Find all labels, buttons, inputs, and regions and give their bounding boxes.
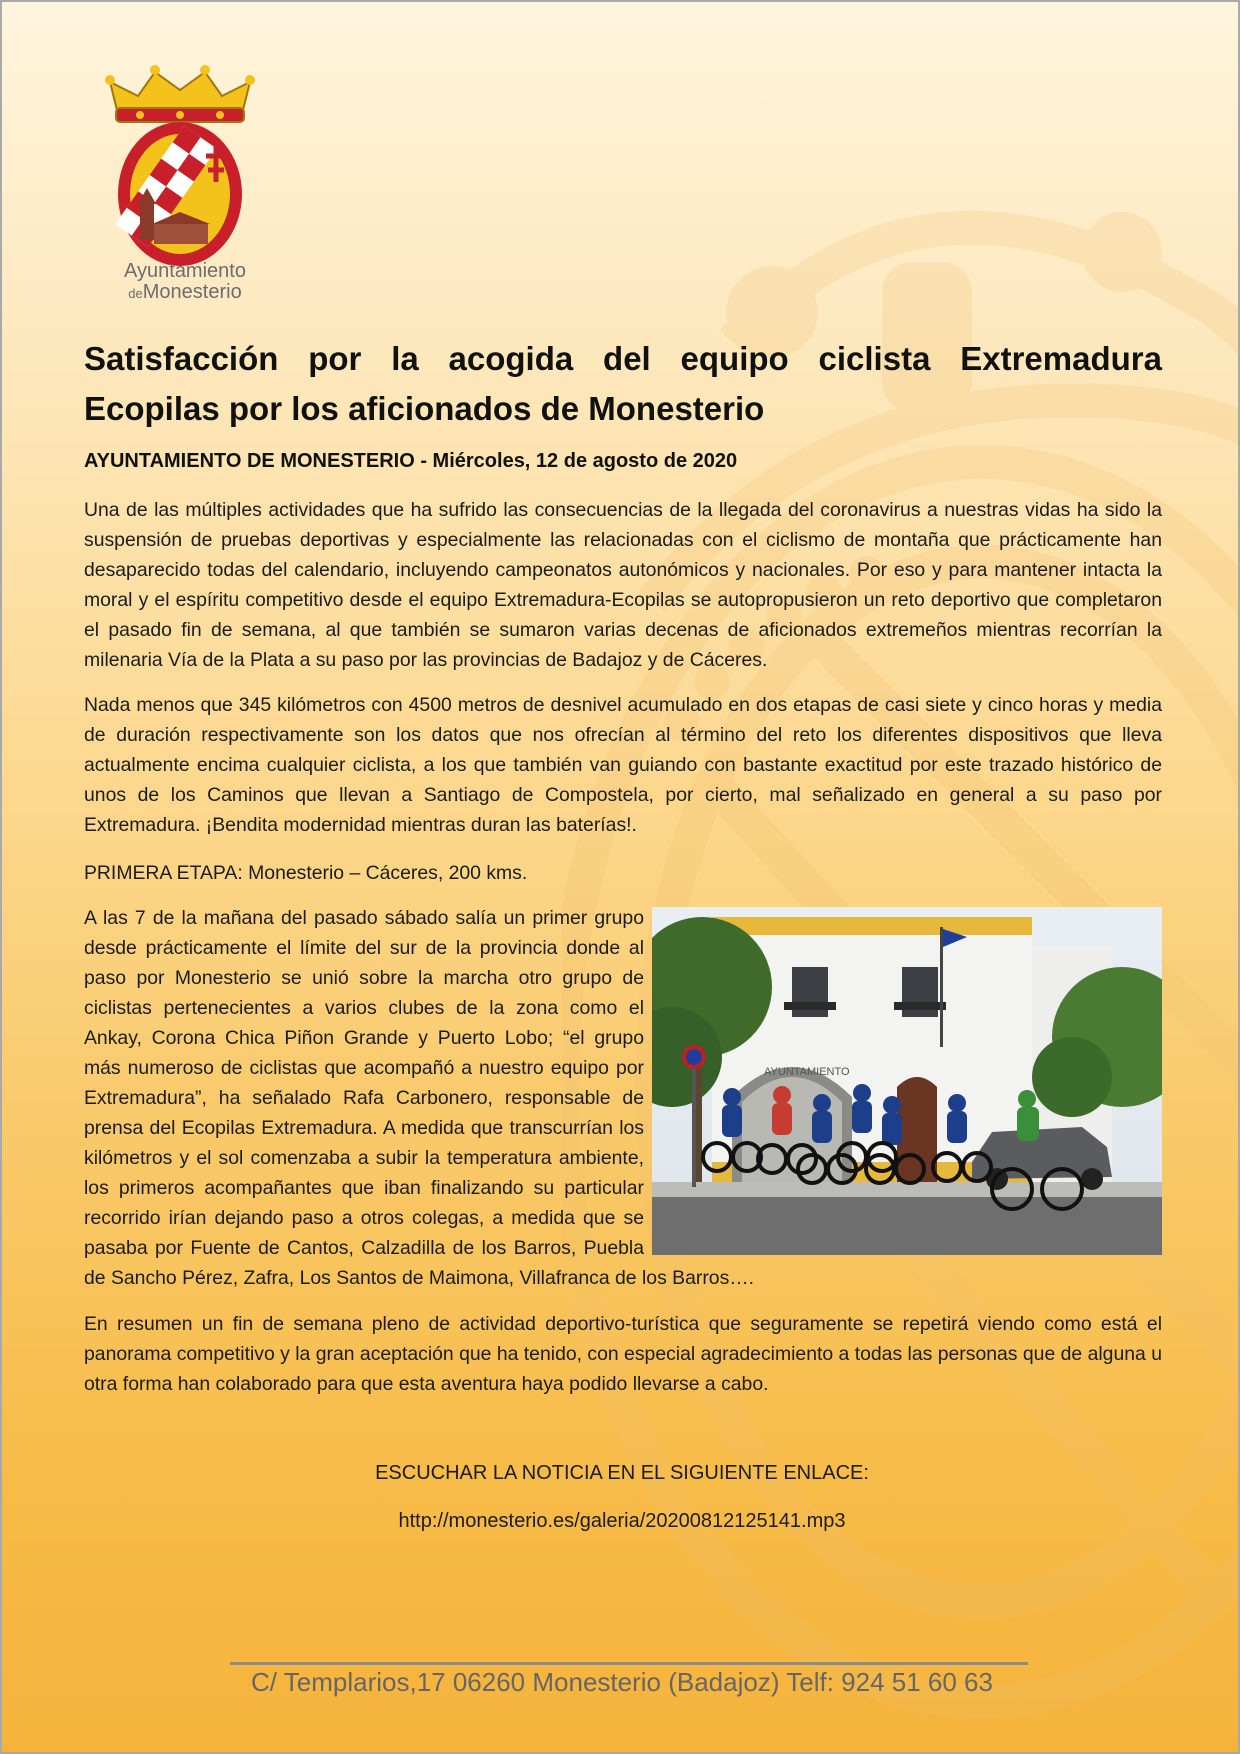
photo-building-sign: AYUNTAMIENTO [764, 1066, 850, 1078]
paragraph-intro: Una de las múltiples actividades que ha sufrido las consecuencias de la llegada del coronavirus a nuestras vidas ha sido la suspensión de pruebas deportivas y especialmente las relacionadas con el ciclismo de montaña que prácticamente han desaparecido todas del calendario, incluyendo campeonatos autonómicos y nacionales. Por eso y para mantener intacta la moral y el espíritu competitivo desde el equipo Extremadura-Ecopilas se autopropusieron un reto deportivo que completaron el pasado fin de semana, al que también se sumaron varias decenas de aficionados extremeños mientras recorrían la milenaria Vía de la Plata a su paso por las provincias de Badajoz y de Cáceres. [84, 499, 1162, 671]
paragraph-first-stage: A las 7 de la mañana del pasado sábado salía un primer grupo desde prácticamente el límite del sur de la provincia donde al paso por Monesterio se unió sobre la marcha otro grupo de ciclistas pertenecientes a varios clubes de la zona como el Ankay, Corona Chica Piñon Grande y Puerto Lobo; “el grupo más numeroso de ciclistas que acompañó a nuestro equipo por Extremadura”, ha señalado Rafa Carbonero, responsable de prensa del Ecopilas Extremadura. A medida que transcurrían los kilómetros y el sol comenzaba a subir la temperatura ambiente, los primeros acompañantes que iban finalizando su particular recorrido irían dejando paso a otros colegas, a medida que se pasaba por Fuente de Cantos, Calzadilla de los Barros, Puebla de Sancho Pérez, Zafra, Los Santos de Maimona, Villafranca de los Barros…. [84, 907, 755, 1289]
footer-divider [230, 1662, 1028, 1665]
cyclists-photo-illustration [652, 907, 1162, 1255]
paragraph-with-photo [84, 903, 1162, 1293]
logo-text-monesterio [110, 281, 260, 305]
logo-text-ayuntamiento: Ayuntamiento [124, 260, 246, 282]
logo-text-town: Monesterio [142, 281, 242, 303]
article-title: Satisfacción por la acogida del equipo ciclista Extremadura Ecopilas por los aficionados de Monesterio [84, 340, 1162, 427]
paragraph-route-stats: Nada menos que 345 kilómetros con 4500 metros de desnivel acumulado en dos etapas de casi siete y cinco horas y media de duración respectivamente son los datos que nos ofrecían al término del reto los diferentes dispositivos que lleva actualmente encima cualquier ciclista, a los que también van guiando con bastante exactitud por este trazado histórico de unos de los Caminos que llevan a Santiago de Compostela, por cierto, mal señalizado en general a su paso por Extremadura. ¡Bendita modernidad mientras duran las baterías!. [84, 694, 1162, 836]
audio-news-link[interactable]: http://monesterio.es/galeria/20200812125141.mp3 [398, 1510, 846, 1532]
logo-text-de: de [128, 286, 143, 301]
listen-label: ESCUCHAR LA NOTICIA EN EL SIGUIENTE ENLACE: [375, 1462, 869, 1484]
paragraph-summary: En resumen un fin de semana pleno de actividad deportivo-turística que seguramente se repetirá viendo como está el panorama competitivo y la gran aceptación que ha tenido, con especial agradecimiento a todas las personas que de alguna u otra forma han colaborado para que esta aventura haya podido llevarse a cabo. [84, 1313, 1162, 1395]
cyclists-photo [652, 907, 1162, 1255]
stage-heading: PRIMERA ETAPA: Monesterio – Cáceres, 200 kms. [84, 862, 528, 884]
article-byline: AYUNTAMIENTO DE MONESTERIO - Miércoles, 12 de agosto de 2020 [84, 450, 738, 472]
footer-address: C/ Templarios,17 06260 Monesterio (Badajoz) Telf: 924 51 60 63 [251, 1667, 993, 1697]
